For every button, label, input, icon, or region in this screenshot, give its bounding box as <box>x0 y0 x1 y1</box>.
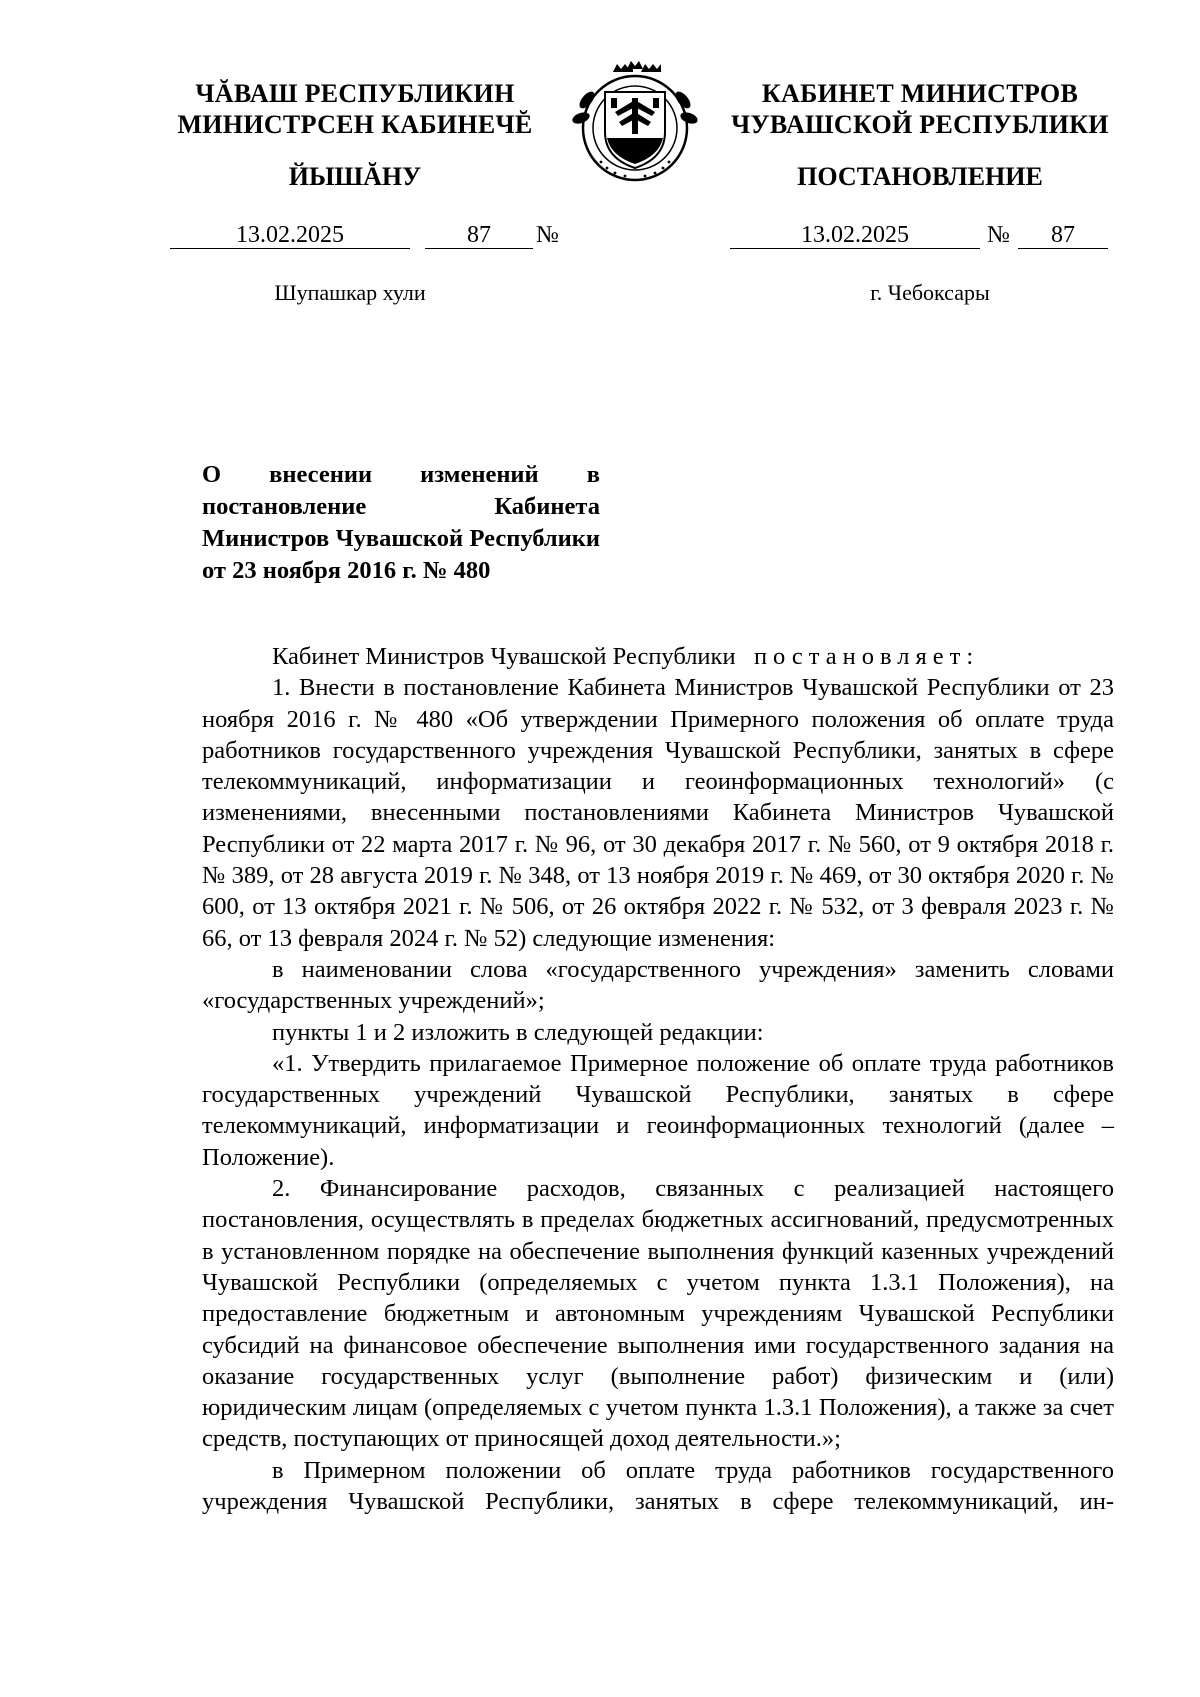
header-left-date-underline <box>170 248 410 249</box>
header-left-number: 87 <box>467 222 491 248</box>
header-left-date: 13.02.2025 <box>236 222 344 248</box>
chuvash-coat-of-arms-icon <box>567 58 703 184</box>
header-left-title <box>150 78 560 140</box>
header-right-number-underline <box>1018 248 1108 249</box>
header-right-place: г. Чебоксары <box>870 280 990 305</box>
body-paragraph: в наименовании слова «государственного учреждения» заменить словами «государственных учреждений»; <box>202 955 1114 1015</box>
header-left-title-line1: ЧĂВАШ РЕСПУБЛИКИН <box>195 79 515 108</box>
header-right-title-line1: КАБИНЕТ МИНИСТРОВ <box>761 79 1079 108</box>
header-left-doc-type: ЙЫШĂНУ <box>288 162 422 191</box>
body-paragraph: «1. Утвердить прилагаемое Примерное положение об оплате труда работников государственных учреждений Чувашской Республики, занятых в сфере телекоммуникаций, информатизации и геоинформационных технологий (далее – Положение). <box>202 1049 1114 1171</box>
document-subject: О внесении изменений в постановление Кабинета Министров Чувашской Республики от 23 ноября 2016 г. № 480 <box>202 461 600 584</box>
body-paragraph: 2. Финансирование расходов, связанных с реализацией настоящего постановления, осуществлять в пределах бюджетных ассигнований, предусмотренных в установленном порядке на обеспечение выполнения функций казенных учреждений Чувашской Республики (определяемых с учетом пункта 1.3.1 Положения), на предоставление бюджетным и автономным учреждениям Чувашской Республики субсидий на финансовое обеспечение выполнения ими государственного задания на оказание государственных услуг (выполнение работ) физическим и (или) юридическим лицам (определяемых с учетом пункта 1.3.1 Положения), а также за счет средств, поступающих от приносящей доход деятельности.»; <box>202 1175 1114 1453</box>
body-paragraph: в Примерном положении об оплате труда работников государственного учреждения Чувашской Республики, занятых в сфере телекоммуникаций, ин- <box>202 1456 1114 1516</box>
header-left-number-sign: № <box>536 222 559 248</box>
header-right-number-sign: № <box>987 222 1010 248</box>
header-right-date-underline <box>730 248 980 249</box>
document-body <box>202 641 1114 1517</box>
header-left-title-line2: МИНИСТРСЕН КАБИНЕЧĔ <box>177 110 533 139</box>
header-right-title <box>700 78 1140 140</box>
intro-prefix: Кабинет Министров Чувашской Республики <box>272 643 736 670</box>
header-right-title-line2: ЧУВАШСКОЙ РЕСПУБЛИКИ <box>731 110 1109 139</box>
header-left-number-underline <box>425 248 533 249</box>
header-left-place: Шупашкар хули <box>274 280 426 305</box>
header-right-date: 13.02.2025 <box>801 222 909 248</box>
header-right-number: 87 <box>1051 222 1075 248</box>
body-paragraph: пункты 1 и 2 изложить в следующей редакции: <box>272 1018 764 1046</box>
body-paragraph: 1. Внести в постановление Кабинета Министров Чувашской Республики от 23 ноября 2016 г. № 480 «Об утверждении Примерного положения об оплате труда работников государственного учреждения Чувашской Республики, занятых в сфере телекоммуникаций, информатизации и геоинформационных технологий» (с изменениями, внесенными постановлениями Кабинета Министров Чувашской Республики от 22 марта 2017 г. № 96, от 30 декабря 2017 г. № 560, от 9 октября 2018 г. № 389, от 28 августа 2019 г. № 348, от 13 ноября 2019 г. № 469, от 30 октября 2020 г. № 600, от 13 октября 2021 г. № 506, от 26 октября 2022 г. № 532, от 3 февраля 2023 г. № 66, от 13 февраля 2024 г. № 52) следующие изменения: <box>202 674 1114 952</box>
intro-paragraph <box>202 641 1114 672</box>
header-right-doc-type: ПОСТАНОВЛЕНИЕ <box>797 162 1043 191</box>
intro-verb: постановляет: <box>753 643 980 670</box>
